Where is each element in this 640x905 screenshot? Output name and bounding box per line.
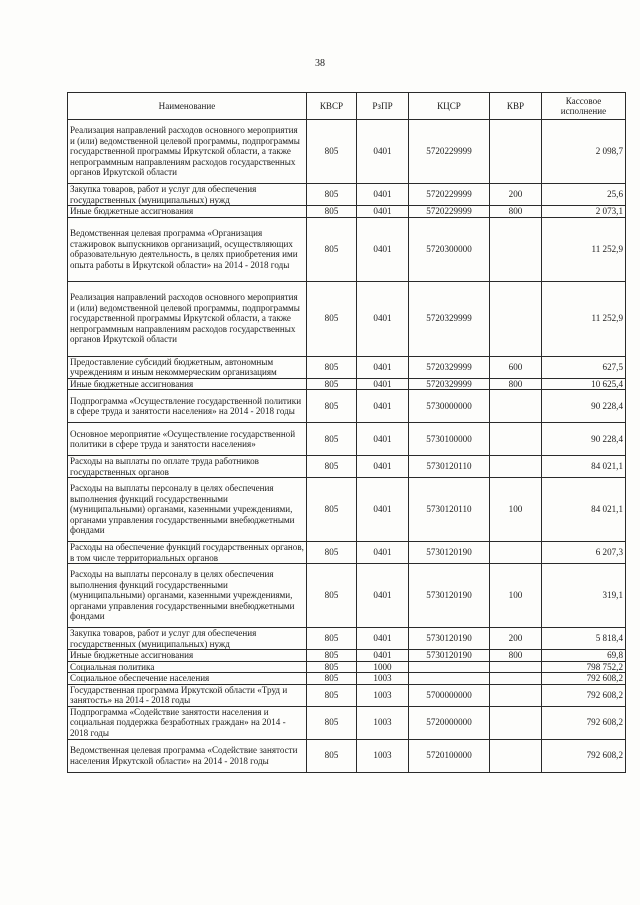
cell-rzpr: 1003 — [357, 673, 409, 685]
cell-kvr: 800 — [490, 650, 542, 662]
table-row — [68, 542, 626, 564]
cell-rzpr: 0401 — [357, 456, 409, 478]
cell-rzpr: 0401 — [357, 217, 409, 281]
cell-sum: 2 098,7 — [542, 120, 626, 184]
cell-kvr: 600 — [490, 356, 542, 378]
cell-kvsr: 805 — [307, 661, 357, 673]
cell-sum: 792 608,2 — [542, 739, 626, 772]
table-header-row — [68, 93, 626, 120]
cell-name: Расходы на выплаты персоналу в целях обеспечения выполнения функций государственными (муниципальными) органами, казенными учреждениями, органами управления государственными внебюджетными фондами — [68, 478, 307, 542]
cell-kvr — [490, 120, 542, 184]
table-row — [68, 356, 626, 378]
cell-rzpr: 0401 — [357, 564, 409, 628]
cell-kvsr: 805 — [307, 456, 357, 478]
cell-kcsr: 5720329999 — [409, 356, 490, 378]
cell-sum: 792 608,2 — [542, 684, 626, 706]
cell-kcsr: 5730000000 — [409, 390, 490, 423]
header-sum: Кассовое исполнение — [542, 93, 626, 120]
cell-kvsr: 805 — [307, 281, 357, 356]
table-row — [68, 120, 626, 184]
cell-name: Иные бюджетные ассигнования — [68, 206, 307, 218]
cell-kvsr: 805 — [307, 684, 357, 706]
table-row — [68, 378, 626, 390]
cell-kcsr: 5730120190 — [409, 650, 490, 662]
cell-rzpr: 1003 — [357, 684, 409, 706]
cell-kvsr: 805 — [307, 423, 357, 456]
budget-execution-table — [67, 92, 626, 773]
cell-name: Закупка товаров, работ и услуг для обеспечения государственных (муниципальных) нужд — [68, 184, 307, 206]
cell-name: Иные бюджетные ассигнования — [68, 378, 307, 390]
cell-name: Основное мероприятие «Осуществление государственной политики в сфере труда и занятости населения» — [68, 423, 307, 456]
cell-sum: 90 228,4 — [542, 390, 626, 423]
cell-kvr: 800 — [490, 206, 542, 218]
cell-sum: 10 625,4 — [542, 378, 626, 390]
cell-sum: 11 252,9 — [542, 217, 626, 281]
cell-sum: 6 207,3 — [542, 542, 626, 564]
cell-name: Подпрограмма «Содействие занятости населения и социальная поддержка безработных граждан» на 2014 - 2018 годы — [68, 706, 307, 739]
cell-kvr — [490, 739, 542, 772]
cell-kvr: 100 — [490, 478, 542, 542]
cell-kcsr: 5720000000 — [409, 706, 490, 739]
cell-sum: 90 228,4 — [542, 423, 626, 456]
cell-kvsr: 805 — [307, 564, 357, 628]
table-row — [68, 628, 626, 650]
cell-name: Государственная программа Иркутской области «Труд и занятость» на 2014 - 2018 годы — [68, 684, 307, 706]
cell-name: Ведомственная целевая программа «Организация стажировок выпускников организаций, осуществляющих образовательную деятельность, в целях приобретения ими опыта работы в Иркутской области» на 2014 - 2018 годы — [68, 217, 307, 281]
cell-kcsr — [409, 661, 490, 673]
cell-kvr: 200 — [490, 184, 542, 206]
cell-sum: 5 818,4 — [542, 628, 626, 650]
cell-sum: 798 752,2 — [542, 661, 626, 673]
cell-kvsr: 805 — [307, 628, 357, 650]
cell-name: Предоставление субсидий бюджетным, автономным учреждениям и иным некоммерческим организациям — [68, 356, 307, 378]
cell-rzpr: 0401 — [357, 378, 409, 390]
cell-name: Подпрограмма «Осуществление государственной политики в сфере труда и занятости населения» на 2014 - 2018 годы — [68, 390, 307, 423]
cell-kvr — [490, 673, 542, 685]
cell-rzpr: 0401 — [357, 542, 409, 564]
cell-kvsr: 805 — [307, 217, 357, 281]
cell-name: Реализация направлений расходов основного мероприятия и (или) ведомственной целевой программы, подпрограммы государственной программы Иркутской области, а также непрограммным направлениям расходов государственных органов Иркутской области — [68, 281, 307, 356]
cell-kcsr: 5730120190 — [409, 564, 490, 628]
table-row — [68, 706, 626, 739]
cell-kcsr: 5720329999 — [409, 281, 490, 356]
table-row — [68, 390, 626, 423]
table-row — [68, 684, 626, 706]
cell-kvr — [490, 281, 542, 356]
cell-kcsr: 5720229999 — [409, 120, 490, 184]
cell-sum: 84 021,1 — [542, 478, 626, 542]
table-row — [68, 673, 626, 685]
cell-kcsr: 5730120190 — [409, 628, 490, 650]
cell-kvsr: 805 — [307, 390, 357, 423]
cell-name: Расходы на выплаты по оплате труда работников государственных органов — [68, 456, 307, 478]
cell-kcsr: 5730120110 — [409, 478, 490, 542]
cell-rzpr: 0401 — [357, 281, 409, 356]
cell-sum: 319,1 — [542, 564, 626, 628]
cell-name: Расходы на обеспечение функций государственных органов, в том числе территориальных органов — [68, 542, 307, 564]
table-row — [68, 739, 626, 772]
cell-rzpr: 0401 — [357, 356, 409, 378]
header-name: Наименование — [68, 93, 307, 120]
table-row — [68, 281, 626, 356]
cell-kvsr: 805 — [307, 706, 357, 739]
table-row — [68, 661, 626, 673]
cell-rzpr: 0401 — [357, 478, 409, 542]
table-row — [68, 206, 626, 218]
cell-kcsr: 5730120190 — [409, 542, 490, 564]
cell-kvr — [490, 217, 542, 281]
cell-kvr — [490, 661, 542, 673]
table-row — [68, 217, 626, 281]
cell-name: Социальная политика — [68, 661, 307, 673]
cell-name: Ведомственная целевая программа «Содействие занятости населения Иркутской области» на 2014 - 2018 годы — [68, 739, 307, 772]
table-row — [68, 564, 626, 628]
cell-name: Социальное обеспечение населения — [68, 673, 307, 685]
table-row — [68, 478, 626, 542]
table-row — [68, 423, 626, 456]
table-row — [68, 184, 626, 206]
cell-name: Закупка товаров, работ и услуг для обеспечения государственных (муниципальных) нужд — [68, 628, 307, 650]
cell-kvsr: 805 — [307, 650, 357, 662]
cell-kvsr: 805 — [307, 542, 357, 564]
cell-kvr: 100 — [490, 564, 542, 628]
cell-kvsr: 805 — [307, 673, 357, 685]
cell-sum: 69,8 — [542, 650, 626, 662]
cell-sum: 25,6 — [542, 184, 626, 206]
cell-rzpr: 1003 — [357, 739, 409, 772]
cell-kvsr: 805 — [307, 739, 357, 772]
cell-kvr — [490, 542, 542, 564]
cell-rzpr: 0401 — [357, 120, 409, 184]
cell-kcsr: 5730100000 — [409, 423, 490, 456]
cell-rzpr: 1000 — [357, 661, 409, 673]
cell-kvr — [490, 423, 542, 456]
header-kvsr: КВСР — [307, 93, 357, 120]
cell-sum: 627,5 — [542, 356, 626, 378]
cell-rzpr: 0401 — [357, 206, 409, 218]
cell-kvr: 200 — [490, 628, 542, 650]
cell-name: Реализация направлений расходов основного мероприятия и (или) ведомственной целевой программы, подпрограммы государственной программы Иркутской области, а также непрограммным направлениям расходов государственных органов Иркутской области — [68, 120, 307, 184]
cell-kvr — [490, 684, 542, 706]
cell-kcsr: 5730120110 — [409, 456, 490, 478]
header-kvr: КВР — [490, 93, 542, 120]
cell-kvr — [490, 706, 542, 739]
cell-sum: 84 021,1 — [542, 456, 626, 478]
cell-kvsr: 805 — [307, 478, 357, 542]
cell-sum: 792 608,2 — [542, 673, 626, 685]
cell-kcsr — [409, 673, 490, 685]
cell-kvr — [490, 390, 542, 423]
table-row — [68, 650, 626, 662]
cell-kvr — [490, 456, 542, 478]
cell-name: Расходы на выплаты персоналу в целях обеспечения выполнения функций государственными (муниципальными) органами, казенными учреждениями, органами управления государственными внебюджетными фондами — [68, 564, 307, 628]
table-row — [68, 456, 626, 478]
cell-kvr: 800 — [490, 378, 542, 390]
cell-rzpr: 0401 — [357, 184, 409, 206]
cell-sum: 2 073,1 — [542, 206, 626, 218]
cell-kvsr: 805 — [307, 184, 357, 206]
cell-rzpr: 0401 — [357, 628, 409, 650]
cell-sum: 11 252,9 — [542, 281, 626, 356]
cell-kvsr: 805 — [307, 206, 357, 218]
cell-kvsr: 805 — [307, 120, 357, 184]
cell-kcsr: 5700000000 — [409, 684, 490, 706]
cell-name: Иные бюджетные ассигнования — [68, 650, 307, 662]
cell-kvsr: 805 — [307, 378, 357, 390]
cell-sum: 792 608,2 — [542, 706, 626, 739]
cell-kvsr: 805 — [307, 356, 357, 378]
header-rzpr: РзПР — [357, 93, 409, 120]
header-kcsr: КЦСР — [409, 93, 490, 120]
cell-rzpr: 0401 — [357, 423, 409, 456]
cell-kcsr: 5720300000 — [409, 217, 490, 281]
cell-kcsr: 5720229999 — [409, 206, 490, 218]
cell-rzpr: 1003 — [357, 706, 409, 739]
page-number: 38 — [315, 58, 325, 69]
cell-rzpr: 0401 — [357, 390, 409, 423]
cell-kcsr: 5720229999 — [409, 184, 490, 206]
cell-kcsr: 5720100000 — [409, 739, 490, 772]
cell-rzpr: 0401 — [357, 650, 409, 662]
cell-kcsr: 5720329999 — [409, 378, 490, 390]
